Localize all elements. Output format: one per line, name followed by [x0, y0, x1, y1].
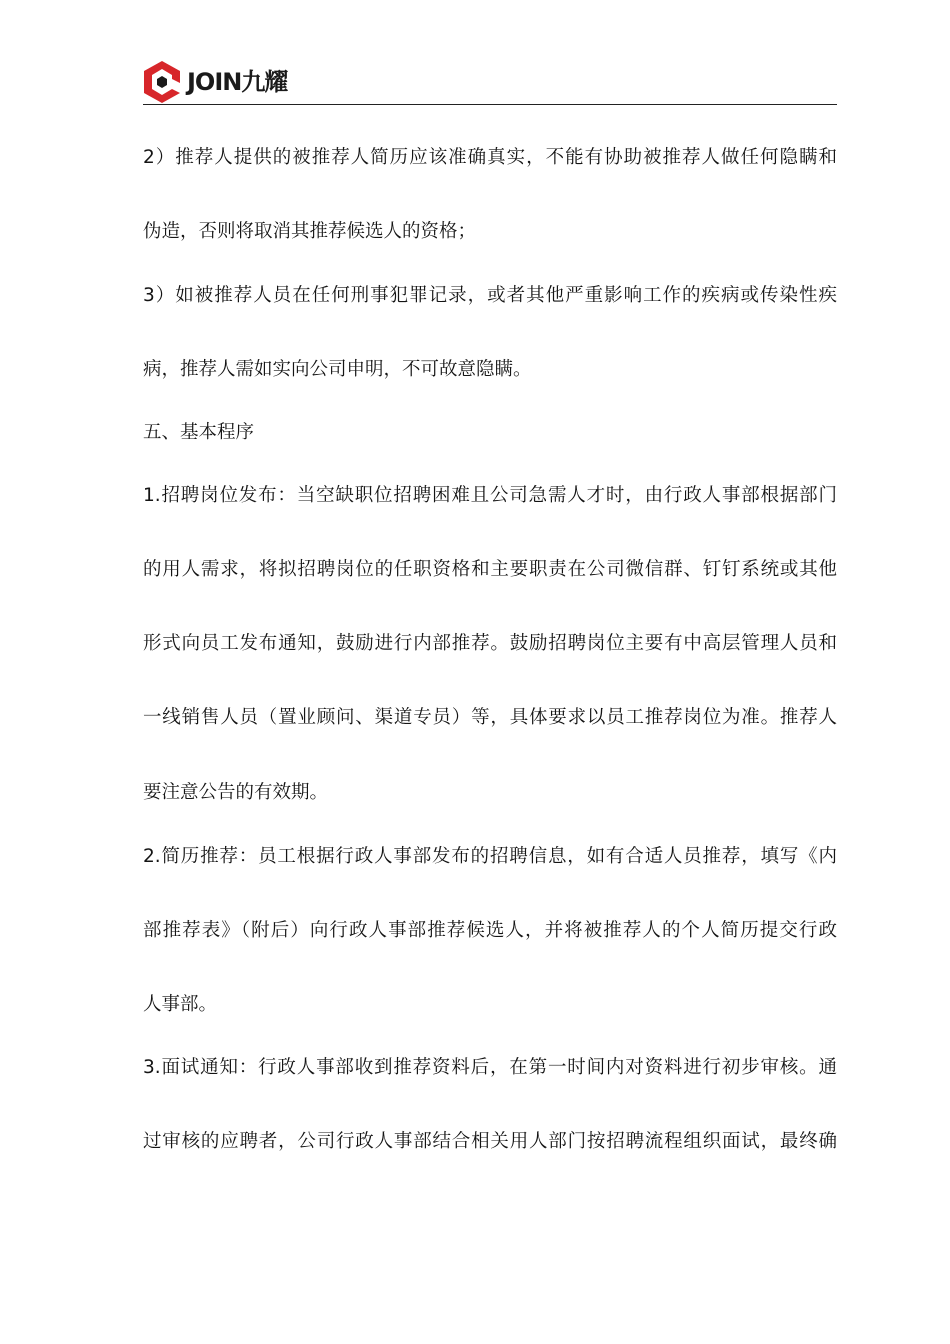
paragraph-line: 1.招聘岗位发布：当空缺职位招聘困难且公司急需人才时，由行政人事部根据部门 — [143, 485, 837, 506]
paragraph-line: 2）推荐人提供的被推荐人简历应该准确真实，不能有协助被推荐人做任何隐瞒和 — [143, 147, 837, 168]
paragraph-line: 3.面试通知：行政人事部收到推荐资料后，在第一时间内对资料进行初步审核。通 — [143, 1057, 837, 1078]
header-divider — [143, 104, 837, 105]
paragraph-line: 一线销售人员（置业顾问、渠道专员）等，具体要求以员工推荐岗位为准。推荐人 — [143, 707, 837, 728]
section-heading: 五、基本程序 — [143, 422, 255, 443]
paragraph-line: 2.简历推荐：员工根据行政人事部发布的招聘信息，如有合适人员推荐，填写《内 — [143, 846, 837, 867]
paragraph-line: 部推荐表》（附后）向行政人事部推荐候选人，并将被推荐人的个人简历提交行政 — [143, 920, 837, 941]
paragraph-line: 病，推荐人需如实向公司申明，不可故意隐瞒。 — [143, 359, 532, 380]
paragraph-line: 的用人需求，将拟招聘岗位的任职资格和主要职责在公司微信群、钉钉系统或其他 — [143, 559, 837, 580]
paragraph-line: 伪造，否则将取消其推荐候选人的资格； — [143, 221, 477, 242]
paragraph-line: 3）如被推荐人员在任何刑事犯罪记录，或者其他严重影响工作的疾病或传染性疾 — [143, 285, 837, 306]
paragraph-line: 过审核的应聘者，公司行政人事部结合相关用人部门按招聘流程组织面试，最终确 — [143, 1131, 837, 1152]
document-header — [143, 60, 837, 106]
paragraph-line: 要注意公告的有效期。 — [143, 782, 329, 803]
paragraph-line: 人事部。 — [143, 994, 218, 1015]
join-logo-icon — [143, 60, 181, 104]
logo-text: JOIN九耀 — [187, 68, 288, 96]
paragraph-line: 形式向员工发布通知，鼓励进行内部推荐。鼓励招聘岗位主要有中高层管理人员和 — [143, 633, 837, 654]
